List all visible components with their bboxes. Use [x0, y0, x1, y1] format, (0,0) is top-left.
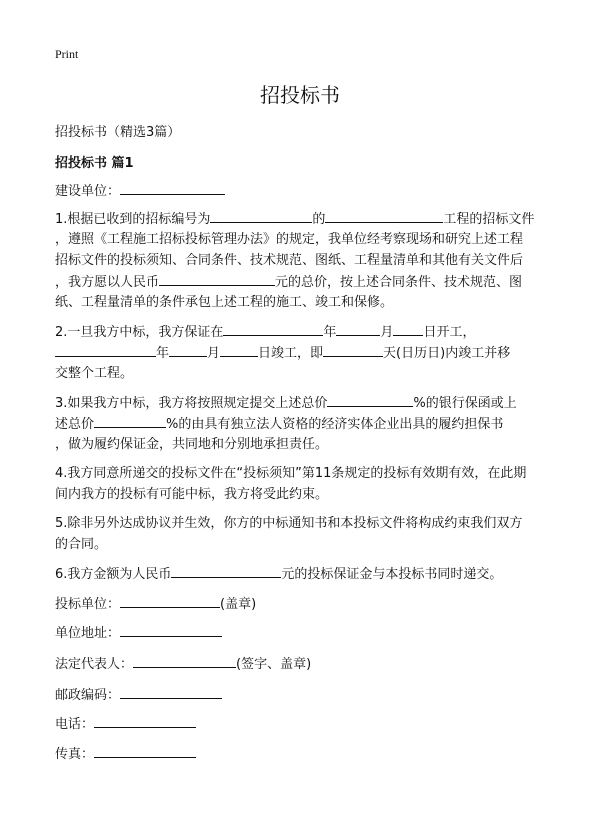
performance-bond-percent-blank[interactable]	[94, 413, 166, 428]
p1-text-c: 工程的招标文件	[443, 212, 535, 227]
p1-text-b: 的	[312, 212, 326, 227]
construction-unit-blank[interactable]	[120, 180, 225, 195]
document-subtitle: 招投标书（精选3篇）	[55, 125, 181, 140]
start-month-blank[interactable]	[336, 321, 380, 336]
p3-line-2	[55, 413, 503, 435]
bank-guarantee-percent-blank[interactable]	[327, 392, 413, 407]
p1-text-l4b: 元的总价，按上述合同条件、技术规范、图	[275, 275, 523, 290]
p3-line-1	[55, 392, 517, 414]
print-link[interactable]: Print	[55, 47, 79, 61]
bidder-seal-note: (盖章)	[220, 597, 257, 612]
p1-line-2: ，遵照《工程施工招标投标管理办法》的规定，我单位经考察现场和研究上述工程	[55, 232, 524, 247]
p3-text-d: %的由具有独立法人资格的经济实体企业出具的履约担保书	[166, 417, 504, 432]
bid-bond-amount-blank[interactable]	[171, 563, 281, 578]
phone-blank[interactable]	[94, 713, 196, 728]
end-year-blank[interactable]	[55, 342, 156, 357]
legal-rep-row	[55, 653, 311, 675]
p1-line-3: 招标文件的投标须知、合同条件、技术规范、图纸、工程量清单和其他有关文件后	[55, 253, 524, 268]
legal-rep-label: 法定代表人：	[55, 657, 134, 672]
page-title: 招投标书	[260, 83, 340, 107]
address-blank[interactable]	[120, 622, 222, 637]
legal-rep-note: (签字、盖章)	[236, 657, 312, 672]
p1-text-a: 1.根据已收到的招标编号为	[55, 212, 211, 227]
p2-line-1	[55, 321, 475, 343]
p2-line-2	[55, 342, 510, 364]
start-year-blank[interactable]	[223, 321, 323, 336]
p5-line-2: 的合同。	[55, 537, 108, 552]
p6-line	[55, 563, 502, 585]
section-heading: 招投标书 篇1	[55, 156, 134, 171]
legal-rep-blank[interactable]	[133, 653, 236, 668]
p2-text-a: 2.一旦我方中标，我方保证在	[55, 325, 224, 340]
start-day-blank[interactable]	[393, 321, 423, 336]
total-price-blank[interactable]	[159, 271, 275, 286]
p3-text-c: 述总价	[55, 417, 95, 432]
p1-text-l4a: ，我方愿以人民币	[55, 275, 160, 290]
p2-text-h: 天(日历日)内竣工并移	[383, 346, 511, 361]
p2-text-g: 日竣工，即	[258, 346, 324, 361]
fax-row	[55, 743, 196, 765]
p4-line-2: 间内我方的投标有可能中标，我方将受此约束。	[55, 487, 329, 502]
p2-text-f: 月	[207, 346, 221, 361]
postcode-row	[55, 684, 222, 706]
construction-unit-label: 建设单位：	[55, 184, 121, 199]
tender-number-blank[interactable]	[210, 208, 312, 223]
p2-text-d: 日开工，	[423, 325, 476, 340]
fax-blank[interactable]	[94, 743, 196, 758]
p4-line-1: 4.我方同意所递交的投标文件在“投标须知”第11条规定的投标有效期有效，在此期	[55, 466, 527, 481]
phone-label: 电话：	[55, 717, 95, 732]
postcode-label: 邮政编码：	[55, 688, 121, 703]
address-label: 单位地址：	[55, 626, 121, 641]
p2-text-e: 年	[156, 346, 170, 361]
p3-text-a: 3.如果我方中标，我方将按照规定提交上述总价	[55, 396, 328, 411]
bidder-row	[55, 593, 256, 615]
p3-line-3: ，做为履约保证金，共同地和分别地承担责任。	[55, 437, 329, 452]
construction-unit-row	[55, 180, 225, 202]
fax-label: 传真：	[55, 747, 95, 762]
p5-line-1: 5.除非另外达成协议并生效，你方的中标通知书和本投标文件将构成约束我们双方	[55, 516, 523, 531]
p1-line-5: 纸、工程量清单的条件承包上述工程的施工、竣工和保修。	[55, 295, 394, 310]
p1-line-1	[55, 208, 534, 230]
p3-text-b: %的银行保函或上	[413, 396, 517, 411]
phone-row	[55, 713, 196, 735]
p6-text-b: 元的投标保证金与本投标书同时递交。	[281, 567, 503, 582]
address-row	[55, 622, 222, 644]
p6-text-a: 6.我方金额为人民币	[55, 567, 172, 582]
bidder-blank[interactable]	[120, 593, 220, 608]
bidder-label: 投标单位：	[55, 597, 121, 612]
p2-line-3: 交整个工程。	[55, 366, 134, 381]
end-month-blank[interactable]	[169, 342, 207, 357]
project-name-blank[interactable]	[325, 208, 443, 223]
p1-line-4	[55, 271, 522, 293]
postcode-blank[interactable]	[120, 684, 222, 699]
duration-days-blank[interactable]	[323, 342, 383, 357]
p2-text-c: 月	[380, 325, 394, 340]
end-day-blank[interactable]	[220, 342, 258, 357]
p2-text-b: 年	[323, 325, 337, 340]
